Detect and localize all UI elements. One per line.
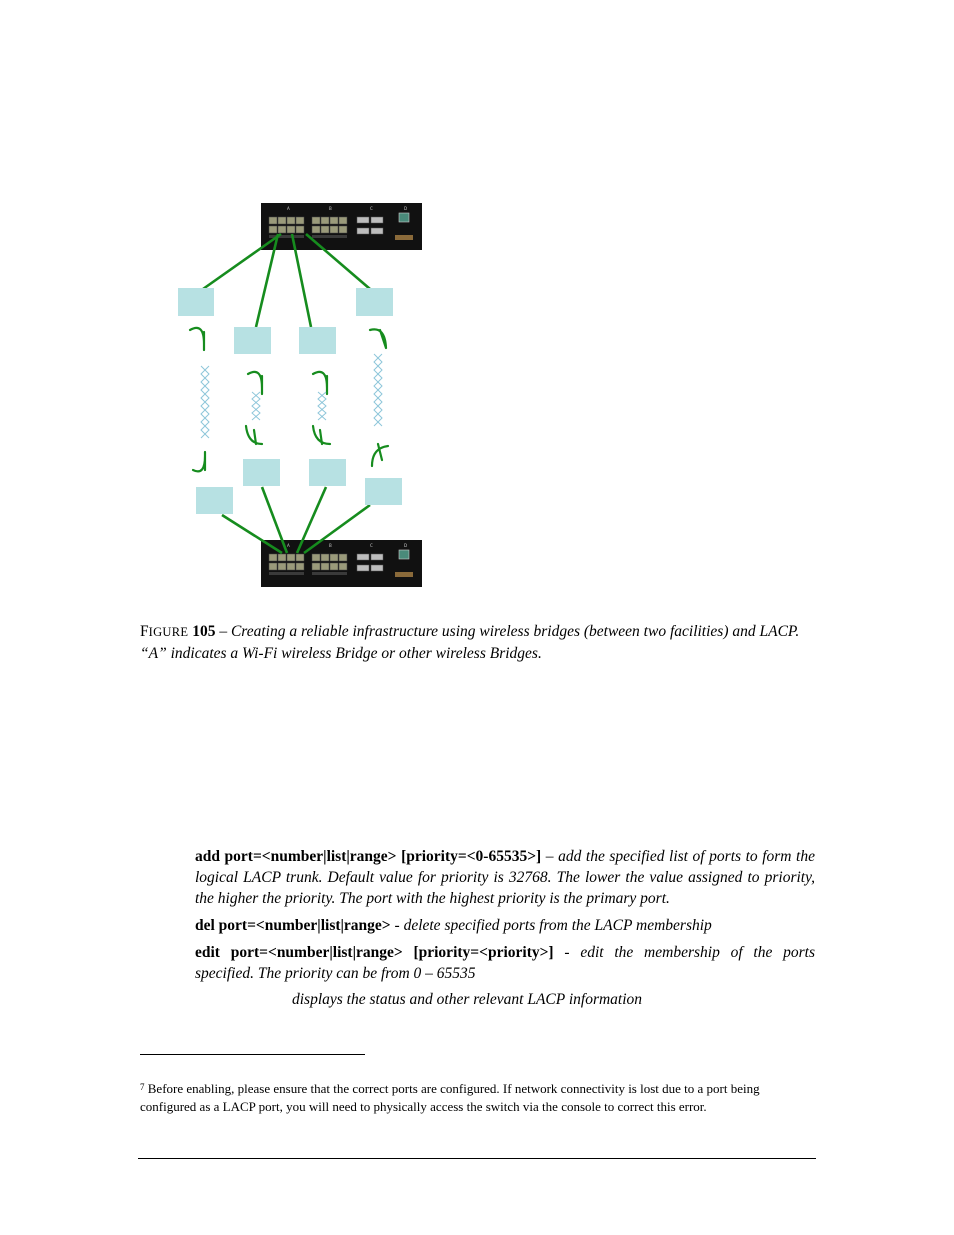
switch-header-a: A (287, 543, 290, 548)
bridge-top-3 (299, 327, 336, 354)
switch-header-d: D (404, 543, 408, 548)
footnote-number: 7 (140, 1082, 145, 1092)
command-del: del port=<number|list|range> - delete specified ports from the LACP membership (195, 917, 712, 934)
bridge-bottom-1 (196, 487, 233, 514)
antennas (190, 328, 388, 472)
bridge-top-2 (234, 327, 271, 354)
bridge-top-1 (178, 288, 214, 316)
wireless-signals (201, 354, 382, 438)
command-edit-syntax: edit port=<number|list|range> [priority=<priority>] (195, 944, 554, 961)
switch-header-b: B (329, 206, 332, 211)
switch-header-c: C (370, 206, 373, 211)
command-del-syntax: del port=<number|list|range> (195, 917, 391, 934)
bridge-bottom-3 (309, 459, 346, 486)
page-bottom-rule (138, 1158, 816, 1159)
command-add-description: add the specified list of ports to form the logical LACP trunk. Default value for priority is 32768. The lower the value assigned to priority, the higher the priority. The port with the highest priority is the primary port. (195, 848, 815, 907)
command-show-description: displays the status and other relevant LACP information (292, 991, 643, 1008)
switch-header-b: B (329, 543, 332, 548)
command-add: add port=<number|list|range> [priority=<0-65535>] – add the specified list of ports to form the logical LACP trunk. Default value for priority is 32768. The lower the value assigned to priority, the higher the priority. The port with the highest priority is the primary port. (195, 848, 815, 907)
wireless-bridges (178, 288, 402, 514)
command-edit-description: edit the membership of the ports specified. The priority can be from 0 – 65535 (195, 944, 815, 982)
command-del-description: delete specified ports from the LACP membership (403, 917, 712, 934)
command-add-syntax: add port=<number|list|range> [priority=<0-65535>] (195, 848, 542, 865)
figure-caption-text: Creating a reliable infrastructure using wireless bridges (between two facilities) and LACP. “A” indicates a Wi-Fi wireless Bridge or other wireless Bridges. (140, 623, 800, 662)
footnote-separator (140, 1054, 365, 1055)
switch-header-d: D (404, 206, 408, 211)
switch-header-a: A (287, 206, 290, 211)
figure-label: FIGURE 105 (140, 623, 216, 640)
top-switch (261, 203, 422, 250)
command-edit: edit port=<number|list|range> [priority=<priority>] - edit the membership of the ports specified. The priority can be from 0 – 65535 (195, 944, 815, 982)
switch-header-c: C (370, 543, 373, 548)
bridge-top-4 (356, 288, 393, 316)
bridge-bottom-4 (365, 478, 402, 505)
footnote (140, 1079, 816, 1115)
bridge-bottom-2 (243, 459, 280, 486)
lacp-wireless-diagram (0, 0, 954, 600)
figure-caption: FIGURE 105 – Creating a reliable infrastructure using wireless bridges (between two facilities) and LACP. “A” indicates a Wi-Fi wireless Bridge or other wireless Bridges. (140, 623, 800, 662)
lacp-command-list (195, 846, 815, 990)
footnote-text: Before enabling, please ensure that the correct ports are configured. If network connectivity is lost due to a port being configured as a LACP port, you will need to physically access the switch via the console to correct this error. (140, 1081, 760, 1114)
